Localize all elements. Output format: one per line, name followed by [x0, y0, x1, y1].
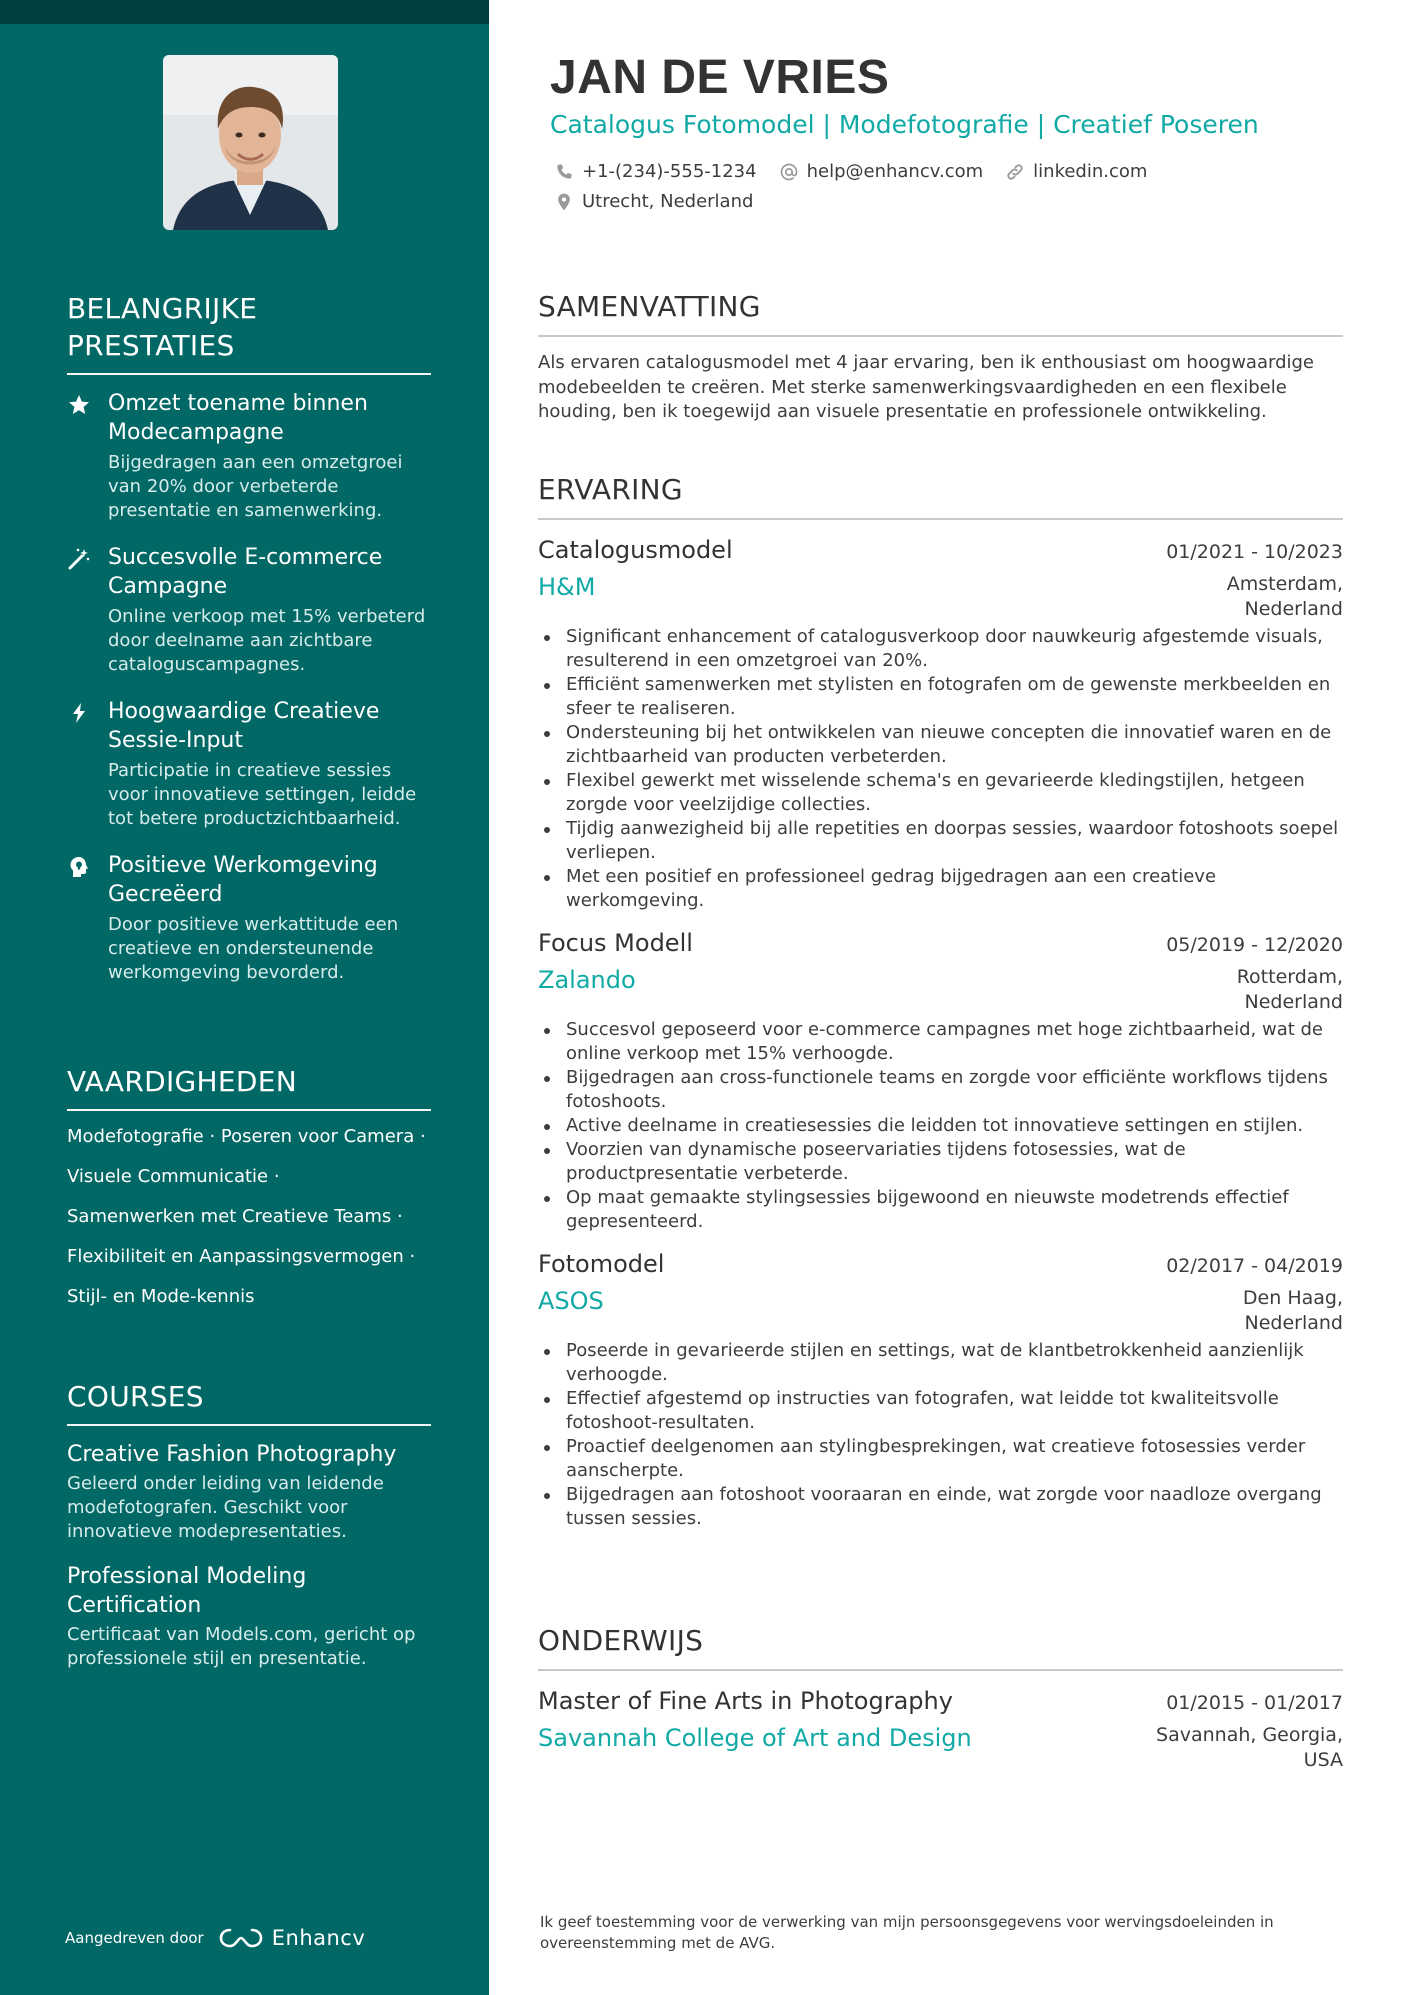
- job-company: H&M: [538, 573, 596, 601]
- job-entry: [538, 927, 1343, 1234]
- skill-line: Modefotografie · Poseren voor Camera ·: [67, 1126, 426, 1147]
- job-bullet: Met een positief en professioneel gedrag bijgedragen aan een creatieve werkomgeving.: [538, 865, 1343, 913]
- job-location-line: Amsterdam,: [1226, 573, 1343, 595]
- education-location-line: USA: [1303, 1749, 1343, 1771]
- course-item: [67, 1562, 431, 1671]
- job-company: Zalando: [538, 966, 636, 994]
- job-bullet: Voorzien van dynamische poseervariaties tijdens fotosessies, wat de productpresentatie verbeterde.: [538, 1138, 1343, 1186]
- course-desc: Certificaat van Models.com, gericht op professionele stijl en presentatie.: [67, 1624, 416, 1669]
- achievement-title: Positieve Werkomgeving Gecreëerd: [108, 853, 378, 907]
- job-title: Focus Modell: [538, 929, 693, 957]
- job-bullets: [538, 625, 1343, 913]
- skills-section: [67, 1063, 431, 1325]
- achievement-title: Succesvolle E-commerce Campagne: [108, 545, 383, 599]
- job-bullet: Bijgedragen aan cross-functionele teams en zorgde voor efficiënte workflows tijdens fotoshoots.: [538, 1066, 1343, 1114]
- summary-text: Als ervaren catalogusmodel met 4 jaar ervaring, ben ik enthousiast om hoogwaardige modebeelden te creëren. Met sterke samenwerkingsvaardigheden en een flexibele houding, ben ik toegewijd aan visuele presentatie en professionele ontwikkeling.: [538, 352, 1315, 422]
- skills-title: VAARDIGHEDEN: [67, 1065, 297, 1098]
- education-divider: [538, 1669, 1343, 1671]
- job-location-line: Nederland: [1244, 991, 1343, 1013]
- job-bullet: Succesvol geposeerd voor e-commerce campagnes met hoge zichtbaarheid, wat de online verkoop met 15% verhoogde.: [538, 1018, 1343, 1066]
- contact-row-location: [554, 191, 775, 212]
- achievement-desc: Bijgedragen aan een omzetgroei van 20% door verbeterde presentatie en samenwerking.: [108, 452, 403, 521]
- achievement-desc: Door positieve werkattitude een creatieve en ondersteunende werkomgeving bevorderd.: [108, 914, 399, 983]
- email-text: help@enhancv.com: [806, 161, 984, 182]
- job-dates: 01/2021 - 10/2023: [1166, 541, 1343, 563]
- enhancv-logo[interactable]: [218, 1925, 366, 1951]
- achievements-title: BELANGRIJKE PRESTATIES: [67, 292, 258, 362]
- infinity-icon: [218, 1925, 264, 1951]
- phone-icon: [554, 162, 574, 182]
- job-location-line: Rotterdam,: [1236, 966, 1343, 988]
- lightning-bolt-icon: [67, 701, 91, 725]
- skills-divider: [67, 1109, 431, 1111]
- job-dates: 05/2019 - 12/2020: [1166, 934, 1343, 956]
- experience-divider: [538, 518, 1343, 520]
- job-location-line: Den Haag,: [1242, 1287, 1343, 1309]
- contact-location: [554, 191, 753, 212]
- summary-section: [538, 288, 1343, 425]
- job-title: Fotomodel: [538, 1250, 665, 1278]
- achievement-item: [67, 543, 431, 677]
- achievement-item: [67, 697, 431, 831]
- star-icon: [67, 393, 91, 417]
- candidate-name: JAN DE VRIES: [550, 51, 890, 104]
- achievement-title: Omzet toename binnen Modecampagne: [108, 391, 368, 445]
- linkedin-text: linkedin.com: [1033, 161, 1148, 182]
- degree-title: Master of Fine Arts in Photography: [538, 1687, 953, 1715]
- job-bullets: [538, 1018, 1343, 1234]
- job-location-line: Nederland: [1244, 598, 1343, 620]
- job-bullet: Active deelname in creatiesessies die leidden tot innovatieve settingen en stijlen.: [538, 1114, 1343, 1138]
- candidate-headline: Catalogus Fotomodel | Modefotografie | Creatief Poseren: [550, 110, 1259, 139]
- job-dates: 02/2017 - 04/2019: [1166, 1255, 1343, 1277]
- experience-section: [538, 471, 1343, 1531]
- summary-title: SAMENVATTING: [538, 290, 761, 323]
- achievement-desc: Participatie in creatieve sessies voor innovatieve settingen, leidde tot betere productzichtbaarheid.: [108, 760, 417, 829]
- sidebar-top-bar: [0, 0, 489, 24]
- gdpr-consent-note: Ik geef toestemming voor de verwerking van mijn persoonsgegevens voor wervingsdoeleinden in overeenstemming met de AVG.: [540, 1913, 1274, 1952]
- education-location-line: Savannah, Georgia,: [1156, 1724, 1343, 1746]
- job-bullet: Poseerde in gevarieerde stijlen en settings, wat de klantbetrokkenheid aanzienlijk verhoogde.: [538, 1339, 1343, 1387]
- brand-name: Enhancv: [271, 1926, 366, 1950]
- course-item: [67, 1440, 431, 1544]
- job-entry: [538, 534, 1343, 913]
- job-bullet: Efficiënt samenwerken met stylisten en fotografen om de gewenste merkbeelden en sfeer te realiseren.: [538, 673, 1343, 721]
- achievement-item: [67, 389, 431, 523]
- job-bullet: Effectief afgestemd op instructies van fotografen, wat leidde tot kwaliteitsvolle fotoshoot-resultaten.: [538, 1387, 1343, 1435]
- location-pin-icon: [554, 192, 574, 212]
- experience-title: ERVARING: [538, 473, 683, 506]
- powered-by-label: Aangedreven door: [65, 1929, 204, 1947]
- courses-divider: [67, 1424, 431, 1426]
- at-icon: [779, 162, 799, 182]
- job-bullet: Bijgedragen aan fotoshoot vooraaran en einde, wat zorgde voor naadloze overgang tussen sessies.: [538, 1483, 1343, 1531]
- contact-email[interactable]: [779, 161, 984, 182]
- job-bullet: Significant enhancement of catalogusverkoop door nauwkeurig afgestemde visuals, resulterend in een omzetgroei van 20%.: [538, 625, 1343, 673]
- course-desc: Geleerd onder leiding van leidende modefotografen. Geschikt voor innovatieve modepresentaties.: [67, 1473, 384, 1542]
- job-bullet: Ondersteuning bij het ontwikkelen van nieuwe concepten die innovatief waren en de zichtbaarheid van producten verbeterden.: [538, 721, 1343, 769]
- job-location-line: Nederland: [1244, 1312, 1343, 1334]
- achievements-section: [67, 290, 431, 1005]
- education-entry: [538, 1685, 1343, 1773]
- skill-line: Samenwerken met Creatieve Teams ·: [67, 1206, 403, 1227]
- job-bullet: Op maat gemaakte stylingsessies bijgewoond en nieuwste modetrends effectief gepresenteerd.: [538, 1186, 1343, 1234]
- achievement-desc: Online verkoop met 15% verbeterd door deelname aan zichtbare cataloguscampagnes.: [108, 606, 426, 675]
- course-title: Creative Fashion Photography: [67, 1442, 397, 1467]
- skill-line: Visuele Communicatie ·: [67, 1166, 280, 1187]
- achievement-title: Hoogwaardige Creatieve Sessie-Input: [108, 699, 380, 753]
- school-name: Savannah College of Art and Design: [538, 1724, 972, 1752]
- head-lightbulb-icon: [67, 855, 91, 879]
- job-location: [1243, 1286, 1343, 1336]
- location-text: Utrecht, Nederland: [582, 191, 754, 212]
- courses-title: COURSES: [67, 1380, 204, 1413]
- skill-line: Stijl- en Mode-kennis: [67, 1286, 255, 1307]
- education-title: ONDERWIJS: [538, 1624, 704, 1657]
- education-location: [1156, 1723, 1343, 1773]
- job-entry: [538, 1248, 1343, 1531]
- sidebar: [0, 0, 489, 1995]
- job-bullet: Proactief deelgenomen aan stylingbesprekingen, wat creatieve fotosessies verder aanscherpte.: [538, 1435, 1343, 1483]
- job-bullets: [538, 1339, 1343, 1531]
- job-company: ASOS: [538, 1287, 604, 1315]
- job-location: [1227, 572, 1343, 622]
- powered-by: [65, 1925, 365, 1951]
- job-title: Catalogusmodel: [538, 536, 733, 564]
- job-bullet: Tijdig aanwezigheid bij alle repetities en doorpas sessies, waardoor fotoshoots soepel verliepen.: [538, 817, 1343, 865]
- courses-section: [67, 1378, 431, 1671]
- skill-line: Flexibiliteit en Aanpassingsvermogen ·: [67, 1246, 416, 1267]
- achievement-item: [67, 851, 431, 985]
- link-icon: [1005, 162, 1025, 182]
- magic-wand-icon: [67, 547, 91, 571]
- education-section: [538, 1622, 1343, 1773]
- summary-divider: [538, 335, 1343, 337]
- education-dates: 01/2015 - 01/2017: [1166, 1692, 1343, 1714]
- phone-text: +1-(234)-555-1234: [582, 161, 757, 182]
- job-location: [1237, 965, 1343, 1015]
- contact-row: [554, 161, 1169, 182]
- profile-photo: [163, 55, 338, 230]
- achievements-divider: [67, 373, 431, 375]
- contact-phone[interactable]: [554, 161, 757, 182]
- job-bullet: Flexibel gewerkt met wisselende schema's en gevarieerde kledingstijlen, hetgeen zorgde voor veelzijdige collecties.: [538, 769, 1343, 817]
- contact-linkedin[interactable]: [1005, 161, 1147, 182]
- course-title: Professional Modeling Certification: [67, 1564, 307, 1618]
